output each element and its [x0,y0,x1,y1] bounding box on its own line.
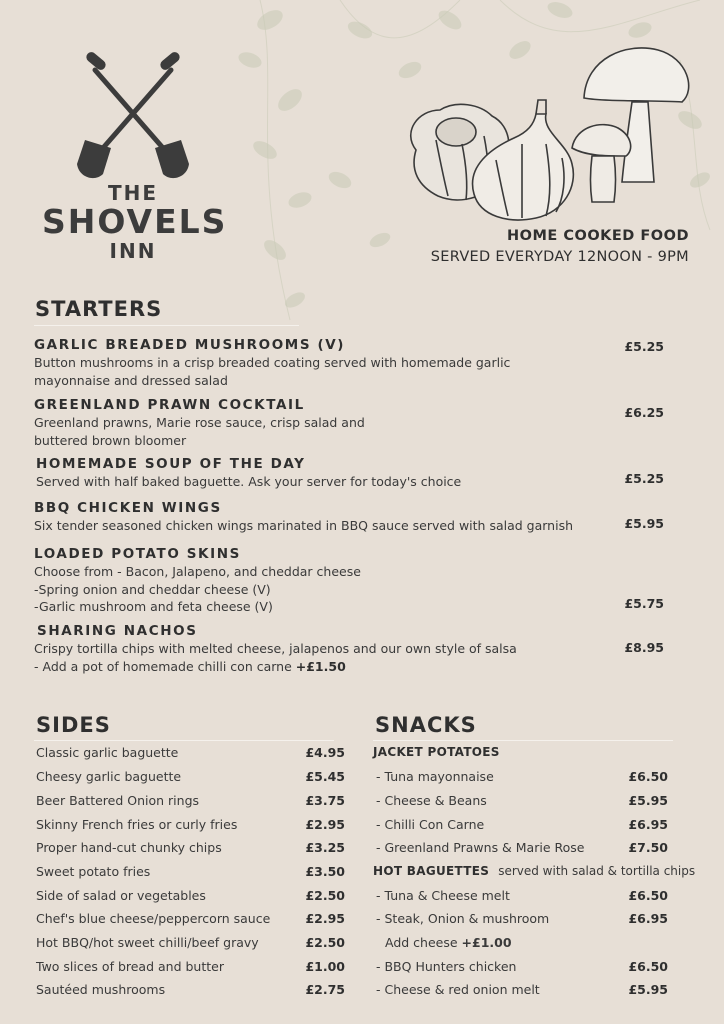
side-price: £2.50 [305,935,345,950]
starters-divider [34,325,299,326]
side-price: £4.95 [305,745,345,760]
garlic-mushroom-illustration [396,40,696,225]
item-price: £5.25 [624,339,664,354]
logo-the-text: THE [107,181,159,205]
serving-hours: SERVED EVERYDAY 12NOON - 9PM [430,249,689,265]
side-item: Sautéed mushrooms [36,982,166,997]
side-price: £3.50 [305,864,345,879]
item-description: Six tender seasoned chicken wings marinated in BBQ sauce served with salad garnish [34,518,574,533]
menu-item [34,546,619,616]
side-price: £2.95 [305,817,345,832]
snacks-heading: SNACKS [375,713,477,737]
snack-item: - Cheese & Beans [376,793,487,808]
item-name: GARLIC BREADED MUSHROOMS (V) [34,337,346,353]
item-name: BBQ CHICKEN WINGS [34,500,222,516]
item-price: £5.25 [624,471,664,486]
item-price: £6.25 [624,405,664,420]
inn-logo [42,52,228,263]
snack-item: - Tuna & Cheese melt [376,888,510,903]
hot-baguettes-heading [373,864,695,878]
item-name: HOMEMADE SOUP OF THE DAY [36,456,306,472]
snack-item: - Chilli Con Carne [376,817,485,832]
snacks-divider [373,740,673,741]
home-cooked-heading: HOME COOKED FOOD [507,228,689,244]
hot-baguettes-note: served with salad & tortilla chips [498,864,696,878]
item-description: -Garlic mushroom and feta cheese (V) [34,599,273,614]
item-price: £5.75 [624,596,664,611]
logo-name-text: SHOVELS [42,202,228,241]
add-cheese-price: +£1.00 [461,935,512,950]
snack-price: £6.50 [628,959,668,974]
side-item: Hot BBQ/hot sweet chilli/beef gravy [36,935,259,950]
menu-item [34,623,622,675]
snack-price: £6.50 [628,769,668,784]
snack-price: £6.95 [628,817,668,832]
snack-item: - Tuna mayonnaise [376,769,494,784]
item-description: Served with half baked baguette. Ask your server for today's choice [36,474,462,489]
item-description: Choose from - Bacon, Jalapeno, and cheddar cheese [34,564,361,579]
side-price: £3.25 [305,840,345,855]
crossed-shovels-icon [71,52,195,180]
sides-divider [34,740,334,741]
hot-baguettes-title: HOT BAGUETTES [373,864,490,878]
side-price: £2.75 [305,982,345,997]
starters-heading: STARTERS [35,297,163,321]
item-addon [34,658,622,676]
add-cheese-option [385,935,512,950]
side-item: Beer Battered Onion rings [36,793,200,808]
snack-item: - Steak, Onion & mushroom [376,911,550,926]
item-description: Crispy tortilla chips with melted cheese, jalapenos and our own style of salsa [34,641,517,656]
item-description: Greenland prawns, Marie rose sauce, crisp salad and [34,415,365,430]
snack-item: - Greenland Prawns & Marie Rose [376,840,585,855]
item-price: £8.95 [624,640,664,655]
side-price: £2.95 [305,911,345,926]
side-item: Two slices of bread and butter [36,959,224,974]
side-item: Sweet potato fries [36,864,151,879]
side-price: £1.00 [305,959,345,974]
item-name: LOADED POTATO SKINS [34,546,241,562]
item-description: -Spring onion and cheddar cheese (V) [34,581,271,597]
snack-item: - Cheese & red onion melt [376,982,540,997]
jacket-potatoes-heading: JACKET POTATOES [373,745,500,759]
item-name: SHARING NACHOS [37,623,198,639]
snack-price: £6.50 [628,888,668,903]
side-item: Side of salad or vegetables [36,888,206,903]
sides-heading: SIDES [36,713,111,737]
side-item: Cheesy garlic baguette [36,769,182,784]
side-price: £3.75 [305,793,345,808]
logo-inn-text: INN [109,239,157,263]
addon-price: +£1.50 [295,658,346,674]
snack-price: £6.95 [628,911,668,926]
snack-price: £5.95 [628,982,668,997]
side-item: Proper hand-cut chunky chips [36,840,222,855]
item-price: £5.95 [624,516,664,531]
side-item: Classic garlic baguette [36,745,179,760]
snack-item: - BBQ Hunters chicken [376,959,517,974]
menu-item [34,397,619,449]
addon-text: - Add a pot of homemade chilli con carne [34,658,296,674]
side-price: £5.45 [305,769,345,784]
snack-price: £7.50 [628,840,668,855]
menu-item [36,456,621,491]
menu-item [34,500,619,535]
add-cheese-label: Add cheese [385,935,462,950]
side-item: Skinny French fries or curly fries [36,817,238,832]
item-name: GREENLAND PRAWN COCKTAIL [34,397,305,413]
item-description: buttered brown bloomer [34,432,187,448]
item-description: mayonnaise and dressed salad [34,372,228,388]
snack-price: £5.95 [628,793,668,808]
item-description: Button mushrooms in a crisp breaded coating served with homemade garlic [34,355,511,370]
menu-item [34,337,619,389]
side-item: Chef's blue cheese/peppercorn sauce [36,911,271,926]
side-price: £2.50 [305,888,345,903]
